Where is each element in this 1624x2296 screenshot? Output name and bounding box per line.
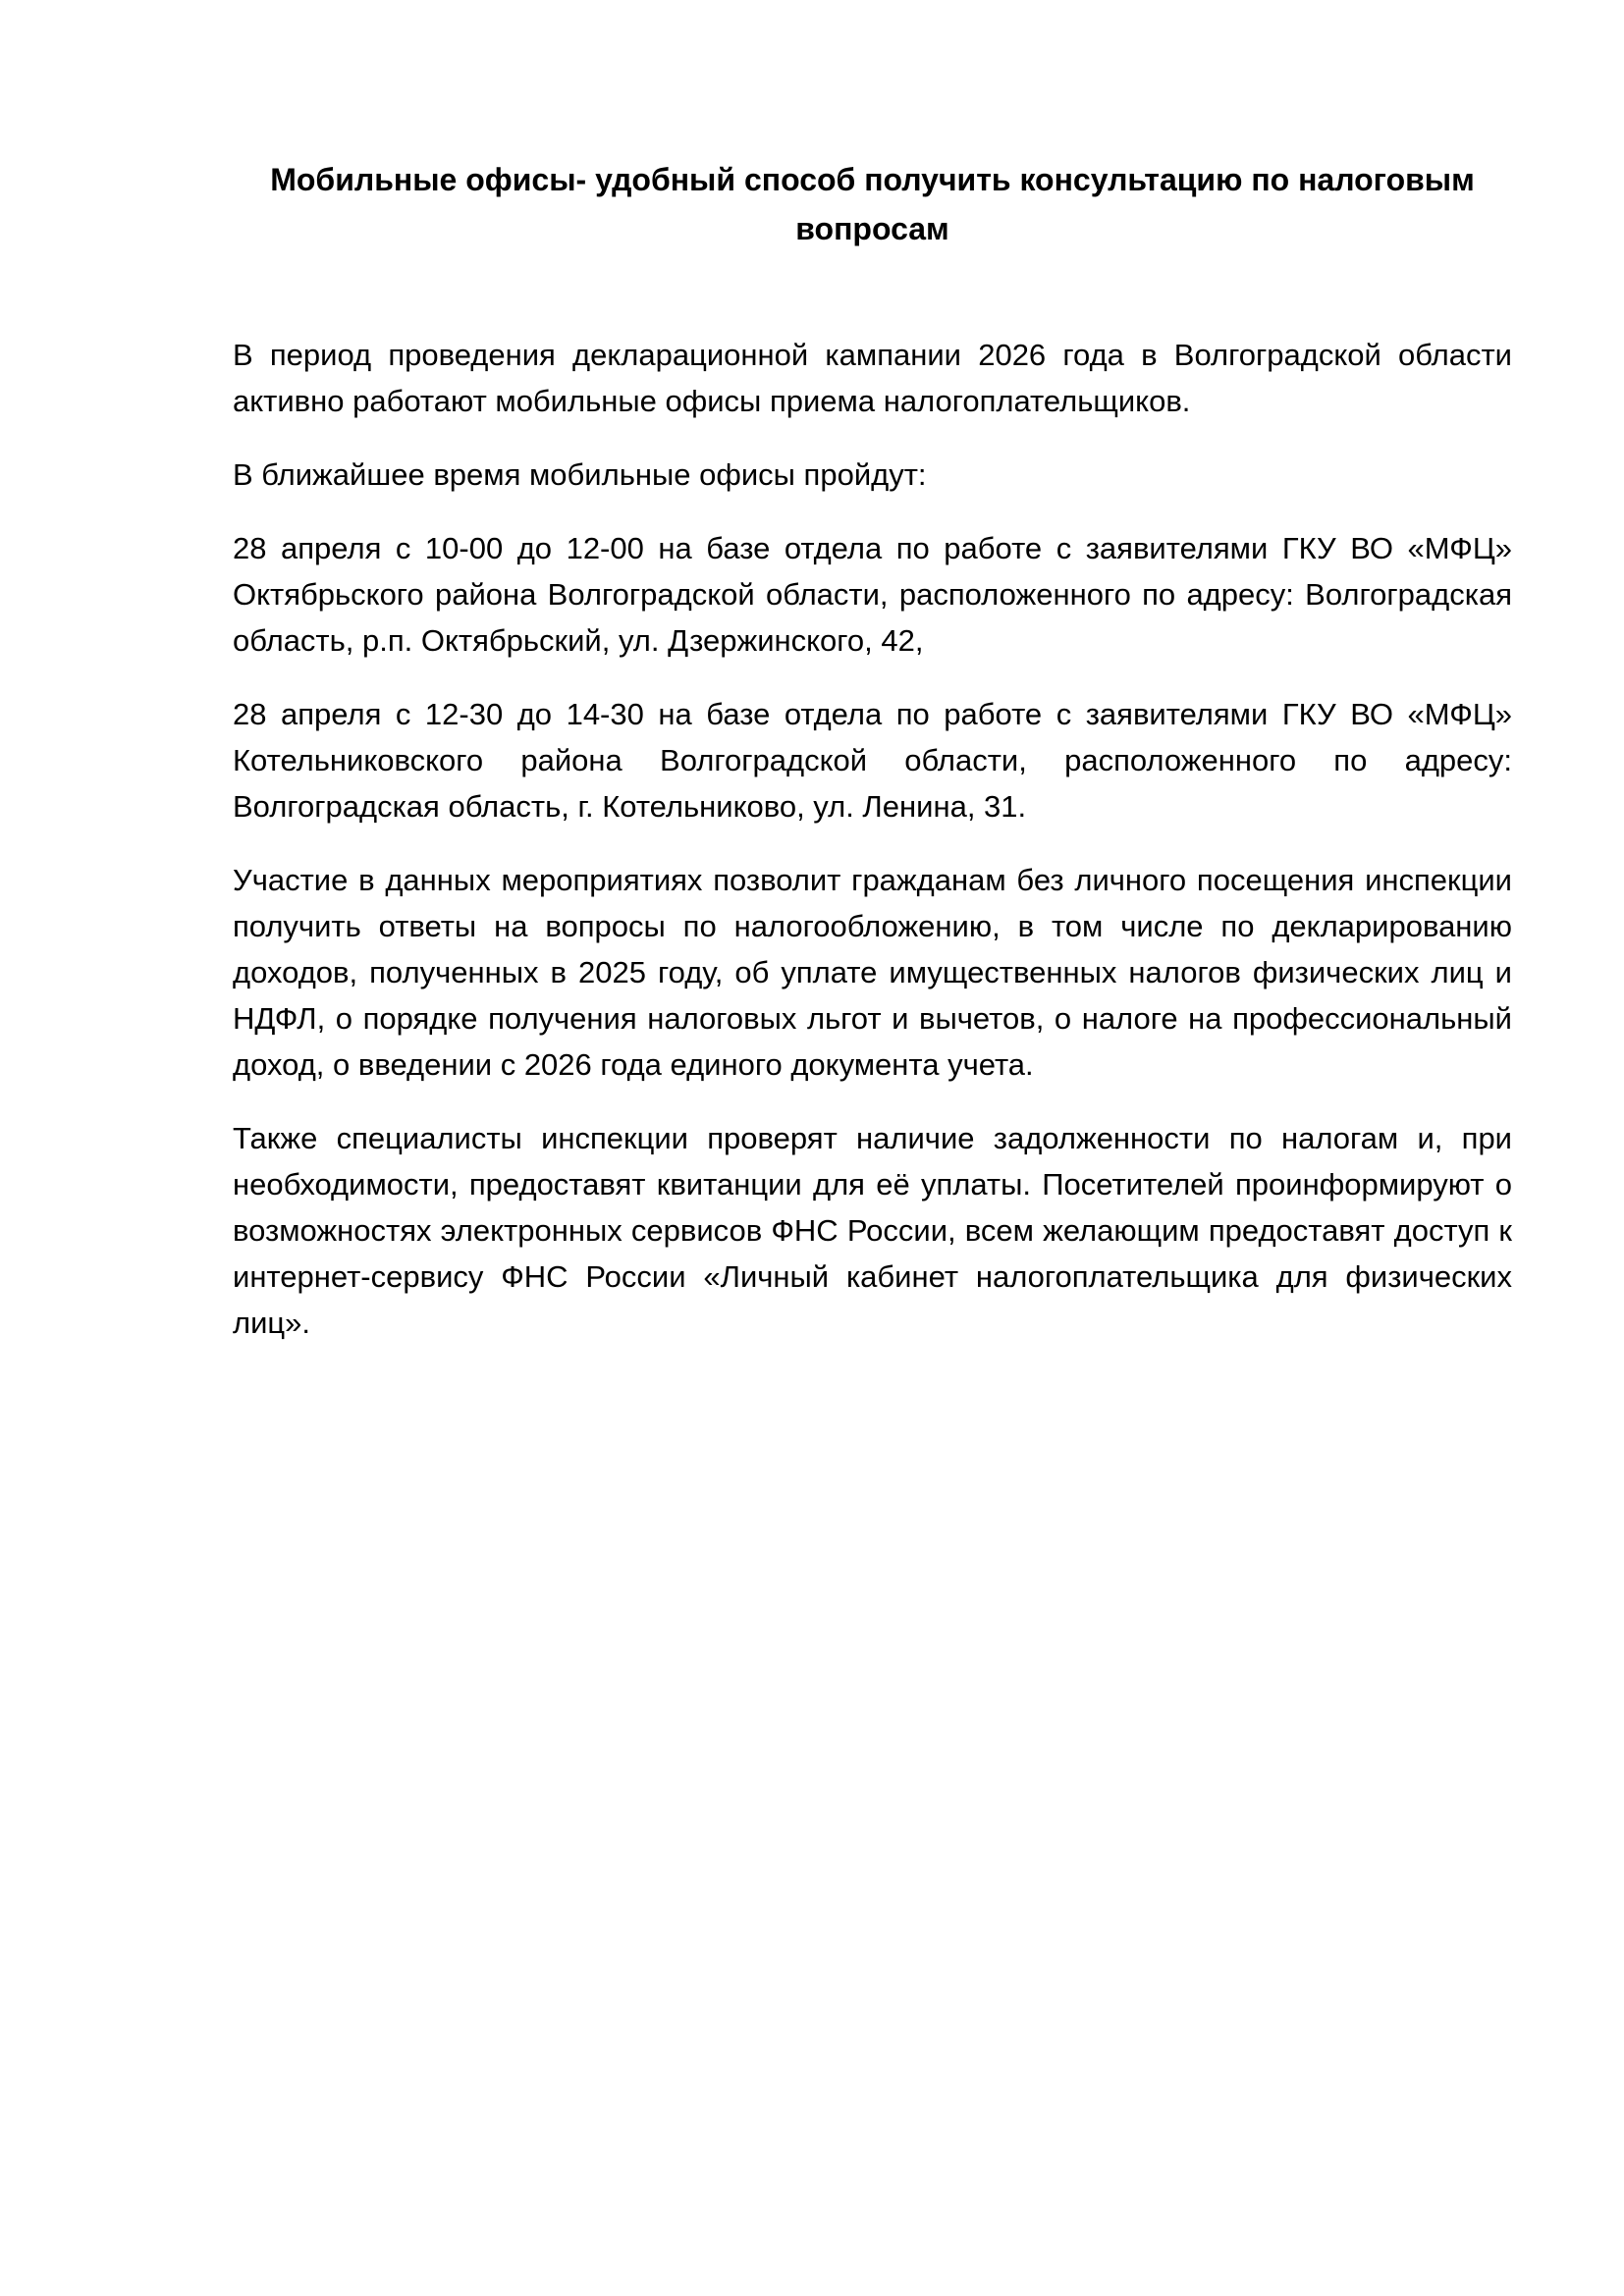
paragraph-schedule-heading: В ближайшее время мобильные офисы пройдут: — [233, 457, 927, 492]
paragraph-benefits: Участие в данных мероприятиях позволит гражданам без личного посещения инспекции получить ответы на вопросы по налогообложению, в том числе по декларированию доходов, полученных в 2025 году, об уплате имущественных налогов физических лиц и НДФЛ, о порядке получения налоговых льгот и вычетов, о налоге на профессиональный доход, о введении с 2026 года единого документа учета. — [233, 863, 1512, 1082]
paragraph-schedule-oktyabrsky: 28 апреля с 10-00 до 12-00 на базе отдела по работе с заявителями ГКУ ВО «МФЦ» Октябрьского района Волгоградской области, расположенного по адресу: Волгоградская область, р.п. Октябрьский, ул. Дзержинского, 42, — [233, 531, 1512, 658]
document-content — [233, 155, 1512, 1373]
paragraph-schedule-kotelnikovo: 28 апреля с 12-30 до 14-30 на базе отдела по работе с заявителями ГКУ ВО «МФЦ» Котельниковского района Волгоградской области, расположенного по адресу: Волгоградская область, г. Котельниково, ул. Ленина, 31. — [233, 697, 1512, 824]
paragraph-services: Также специалисты инспекции проверят наличие задолженности по налогам и, при необходимости, предоставят квитанции для её уплаты. Посетителей проинформируют о возможностях электронных сервисов ФНС России, всем желающим предоставят доступ к интернет-сервису ФНС России «Личный кабинет налогоплательщика для физических лиц». — [233, 1121, 1512, 1340]
paragraph-intro: В период проведения декларационной кампании 2026 года в Волгоградской области активно работают мобильные офисы приема налогоплательщиков. — [233, 338, 1512, 418]
document-body — [233, 332, 1512, 1346]
document-title: Мобильные офисы- удобный способ получить консультацию по налоговым вопросам — [270, 162, 1475, 246]
